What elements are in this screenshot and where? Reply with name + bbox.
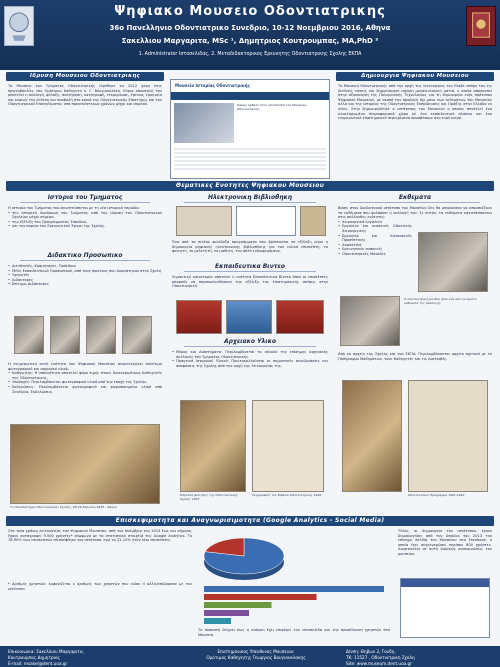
exhibits-footnote: Από το αρχείο της Σχολής και του ΕΚΠΑ: Περιλαμβάνονται αρχεία σχετικά με το Πρόγραμμα Μαθημάτων, τους Καθηγητές και τις Διατριβές. (338, 352, 492, 361)
staff-item: • Διδάκτορες (8, 278, 162, 283)
portrait-photo (14, 316, 44, 354)
digital-museum-text: Το Μουσείο Οδοντιατρικής από την αρχή της λειτουργίας του έλαβε υπόψη του τις διεθνείς τάσεις και δημιούργησε ισχυρή μουσειολογική ματιά, η οποία αποσκοπεί στην αξιοποίηση της Πολυμεσικής Τεχνολογίας για τη δημιουργία ενός πρότυπου Ψηφιακού Μουσείου, με σκοπό την προβολή όχι μόνο των εκθεμάτων του Μουσείου αλλά και της Ιστορίας της Οδοντιατρικής Εκπαίδευσης και Πράξης στην Ελλάδα εν γένει. Στην δημιουργήθηκε ο ιστότοπος του Μουσείου ο οποίος αποτελεί ένα ολοκληρωμένο πληροφοριακό χώρο με ένα εκπαιδευτικό πλαίσιο και ένα ενημερωτικό επιστημονικό περιεχόμενο προσβάσιμο στο ευρύ κοινό. (338, 84, 492, 121)
digital-museum-title: Δημιουργια Ψηφιακου Μουσειου (336, 72, 494, 81)
portrait-photo (50, 316, 80, 354)
staff-item: • Επίτιμοι Διδάκτορες (8, 282, 162, 287)
curriculum-caption: Οδοντιατρικό Πρόγραμμα 1921-1922 (408, 493, 465, 497)
exhibits-title: Εκθεματα (398, 194, 432, 201)
bar-mark (204, 602, 272, 608)
founding-title: Ιδρυση Μουσειου Οδοντιατρικης (6, 72, 164, 81)
history-divider (20, 202, 150, 203)
footer-site[interactable]: Site: www.museum.dent.uoa.gr (346, 661, 412, 666)
video-thumbnail[interactable] (226, 300, 272, 334)
videos-text: Σημαντική καινοτομία αποτελεί η ενότητα Εκπαιδευτικά Βίντεο όπου οι επισκέπτες μπορούν να παρακολουθήσουν την εξέλιξη της επιστημονικής σκέψης στην Οδοντιατρική. (172, 275, 328, 289)
events-intro: Η ενημερωτική αυτή ενότητα του Ψηφιακού Μουσείου συγκεντρώνει πολύτιμο φωτογραφικό και αρχειακό υλικό. (8, 362, 162, 371)
staff-title: Διδακτικο Προσωπικο (47, 252, 123, 259)
affiliations: 1. Administrator Ιστοσελιδας, 2. Μεταδιδακτορικος Ερευνητης Οδοντιατρικης Σχολης ΕΚΠΑ (138, 52, 362, 57)
exhibits-item: • Εργαλεία και Κατασκευές Προσθετικής (338, 234, 412, 243)
footer-contact-2: Κουτρουμπας Δημητριος (8, 655, 61, 660)
history-item: • και την πορεία του Ερευνητικού Έργου της Σχολής. (8, 224, 162, 229)
congress-info: 36ο Πανελληνιο Οδοντιατρικο Συνεδριο, 10-12 Νοεμβριου 2016, Αθηνα (109, 24, 391, 32)
visibility-right-text: Τέλος, οι δημιουργοί του ιστότοπου, έχουν δημιουργήσει από τον Απρίλιο του 2013 την επίσημη σελίδα του Μουσείου στο Facebook, η οποία έχει συγκεντρώσει περίπου 800 χρήστες. Αναρτώνται σε αυτή διαρκώς ανακοινώσεις του μουσείου. (398, 529, 492, 556)
portrait-photo (122, 316, 152, 354)
library-text: Ένα από τα πιλέον φιλόδοξα προγράμματα που βρίσκονται σε εξέλιξη είναι η δημιουργία ψηφιακής ηλεκτρονικής βιβλιοθήκης για τον ειδικό επισκέπτη, το φοιτητή, το μελετητή, το μαθητή, τον απλό ενδιαφερόμενο. (172, 240, 328, 254)
library-book-photo (176, 206, 232, 236)
exhibits-item: • Χειρουργικά εργαλεία (338, 220, 412, 225)
archive-book-photo (252, 400, 324, 492)
history-intro: Η ιστορία του Τμήματος που συνεπτύσσεται με τη νέα ιστορική περίοδο: (8, 206, 140, 210)
poster-title: Ψηφιακο Μουσειο Οδοντιατρικης (114, 4, 386, 19)
visibility-chart (196, 528, 392, 628)
website-body (174, 148, 326, 170)
visibility-mid-text: Το ποσοστό δείχνει πως η ανάγκη έχει επιφέρει την ιστοσελίδα και την προσέλκυση χρηστών στο Μουσείο. (198, 628, 390, 637)
themes-banner: Θεματικες Ενοτητες Ψηφιακου Μουσειου (6, 181, 494, 191)
staff-divider (20, 260, 150, 261)
exhibits-item: • Ερευνητικές συσκευές (338, 247, 412, 252)
university-logo-icon (4, 6, 34, 46)
archive-document-photo (180, 400, 246, 492)
events-text (8, 362, 162, 394)
library-divider (184, 202, 316, 203)
historic-group-photo (10, 424, 160, 504)
website-header: Μουσείο Ιστορίας Οδοντιατρικής (171, 80, 329, 94)
visibility-footnote: * Αριθμός χρηστών: εμφανίζεται ο αριθμός των χρηστών που είδαν ή αλληλεπίδρασαν με τον ιστότοπο. (8, 582, 192, 591)
video-thumbnail[interactable] (176, 300, 222, 334)
visibility-chart-svg (196, 528, 392, 628)
archive-caption: Συγγραφέας του Βιβλίου Οδοντιατρικής 1946 (252, 493, 322, 497)
website-image (174, 103, 234, 143)
exhibit-caption: Η οδοντιατρική μονάδα ήταν ένα από τα πρώτα εκθέματα της συλλογής. (404, 297, 477, 305)
library-page-photo (236, 206, 296, 236)
history-text (8, 206, 162, 229)
website-headline: Καλώς ήρθατε στον ιστοσελίδα του Μουσείου Οδοντιατρικής (237, 103, 307, 111)
facebook-bar (401, 579, 489, 587)
staff-item: • Υφηγητές (8, 273, 162, 278)
founding-text: Το Μουσείο του Τμήματος Οδοντιατρικής ιδρύθηκε το 2012 χάρη στις πρωτοβουλίες του Ομότιμου Καθηγητή κ. Γ. Βουγιουκλάκη. Κύρια αποστολή του αποτελεί η συλλογή, φύλαξη, συντήρηση, καταγραφή, τεκμηρίωση, έρευνα, ερμηνεία και κυρίως την έκθεση και προβολή στο κοινό της Οδοντιατρικής Επιστήμης και του Οδοντιατρικού Επαγγέλματος από προγενέστερων χρόνων μέχρι και σήμερα. (8, 84, 162, 107)
events-item: • Εκδηλώσεις: Περιλαμβάνεται φωτογραφικό και ψηφιοποιημένο υλικό από Συνέδρια, Εκδηλώσεις. (8, 385, 162, 394)
website-screenshot (170, 79, 330, 179)
facebook-page-screenshot (400, 578, 490, 638)
library-cover-photo (300, 206, 326, 236)
exhibits-divider (350, 202, 480, 203)
archive-text (172, 350, 328, 368)
footer-postal: ΤΚ: 11527 , Οδοντιατρικη Σχολη (346, 655, 415, 660)
footer-contact: Επικοινωνια: Σακελλιου Μαργαριτα, (8, 649, 84, 654)
archive-caption: Καρτέλα φοίτησης της Οδοντιατρικής Σχολής 1937 (180, 493, 239, 501)
exhibits-intro: Βάσει στον διαδικτυακό ιστότοπο του Μουσείου δεν θα μπορούσαν να απουσιάζουν τα εκθέματα που φυλάσσει η συλλογή του. Σε αυτόν, τα εκθέματα κατατάσσονται στις ακόλουθες ενότητες: (338, 206, 492, 220)
events-item: • Καθηγητής: Η υποενότητα αποτελεί φόρο τιμής στους διακεκριμένους Καθηγητές της Οδοντιατρικής. (8, 371, 162, 380)
curriculum-document-photo (342, 380, 402, 492)
history-title: Ιστορια του Τμηματος (47, 194, 123, 201)
dental-school-logo-icon (466, 6, 496, 46)
dental-chair-photo (340, 296, 400, 346)
history-item: • την Ιστορική Αναδρομή του Τμήματος από την ίδρυση του Οδοντιατρικού Σχολείου μέχρι σήμερα, (8, 211, 162, 220)
library-title: Ηλεκτρονικη Βιβλιοθηκη (207, 194, 293, 201)
archive-divider (184, 346, 316, 347)
exhibit-photo (418, 232, 488, 292)
video-thumbnail[interactable] (276, 300, 324, 334)
archive-item: • Πρακτικά Ιστορικού Υλικού: Πρωτοκολλούνται οι σημαντικές συνεδριάσεις και αποφάσεις της Σχολής από την αρχή της λειτουργίας της. (172, 359, 328, 368)
staff-text (8, 264, 162, 287)
footer-address: Δ/νση: Θηβων 2, Γουδη, (346, 649, 396, 654)
exhibits-item: • Οδοντιατρικές Μονάδες (338, 252, 412, 257)
exhibits-item: • Εργαλεία και συσκευές Οδοντικής Χειρουργικής (338, 224, 412, 233)
bar-mark (204, 610, 249, 616)
portrait-photo (86, 316, 116, 354)
history-item: • την εξέλιξη του Προγράμματος Σπουδών, (8, 220, 162, 225)
footer-supervisor-name: Ομοτιμος Καθηγητης Γεωργιος Βουγιουκλακης (206, 655, 306, 660)
staff-item: • Διευθυντές, Κοσμήτορες, Πρόεδροι (8, 264, 162, 269)
visibility-banner: Επισκεψιμοτητα και Αναγνωρισιμοτητα (Google Analytics - Social Media) (6, 516, 494, 526)
group-photo-caption: Το Πανεπιστήμιο Οδοντιατρικής Σχολής, 28-29 Απριλίου 1935 - Αθήνα (10, 505, 117, 509)
header (0, 0, 500, 70)
bar-mark (204, 594, 317, 600)
footer-supervisor: Επιστημονικος Υπευθυνος Μουσειου: (217, 649, 295, 654)
bar-mark (204, 618, 231, 624)
visibility-left-text: Στα τρία χρόνια λειτουργίας του Ψηφιακού Μουσείου, από τον Νοέμβριο του 2013 έως και σήμερα, έχουν καταγραφεί 9.500 χρήστες* σύμφωνα με τα στατιστικά στοιχεία της Google Analytics. Το 78,90% των επισκεπτών επισκέφθηκε τον ιστότοπο, ενώ το 21,10% ήταν νέοι επισκέπτες. (8, 529, 192, 543)
archive-title: Αρχειακο Υλικο (224, 338, 276, 345)
exhibits-item: • Χαρακτικά (338, 243, 412, 248)
curriculum-document-photo (408, 380, 488, 492)
videos-divider (184, 271, 316, 272)
videos-title: Εκπαιδευτικα Βιντεο (214, 263, 285, 270)
staff-item: • Μέλη Εκπαιδευτικού Προσωπικού, από τους πρώτους που διορίστηκαν στην Σχολή (8, 269, 162, 274)
authors: Σακελλιου Μαργαριτα, MSc ¹, Δημητριος Κουτρουμπας, MA,PhD ² (121, 37, 379, 45)
archive-item: • Μέρος και Διαστήματα: Περιλαμβάνεται το σύνολο της επίσημης αρχειακής συλλογής του Τμήματος Οδοντιατρικής. (172, 350, 328, 359)
bar-mark (204, 586, 384, 592)
footer (0, 646, 500, 667)
footer-email[interactable]: E-mail: msakel@dent.uoa.gr (8, 661, 68, 666)
events-item: • Υποδοχές: Περιλαμβάνεται φωτογραφικό υλικό από την εποχή της Σχολής. (8, 380, 162, 385)
